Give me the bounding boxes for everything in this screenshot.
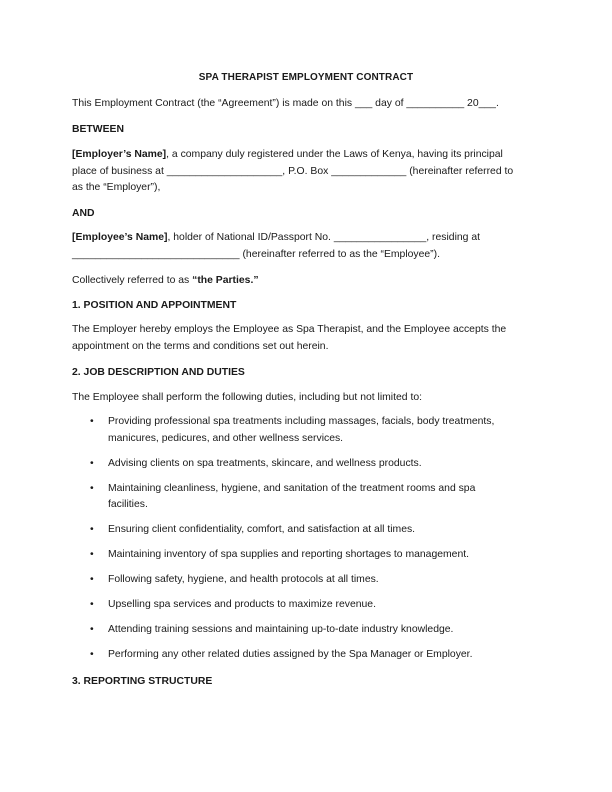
list-item bbox=[72, 647, 542, 664]
list-item-text: Following safety, hygiene, and health protocols at all times. bbox=[108, 574, 379, 586]
employer-line-1: , a company duly registered under the Laws of Kenya, having its principal bbox=[166, 149, 503, 160]
bullet-icon: • bbox=[90, 524, 94, 536]
list-item-text: manicures, pedicures, and other wellness services. bbox=[108, 432, 344, 444]
employer-line-2: place of business at ____________________, P.O. Box _____________ (hereinafter referred to bbox=[72, 165, 514, 177]
list-item-text: Upselling spa services and products to maximize revenue. bbox=[108, 599, 376, 611]
section-3-heading: 3. REPORTING STRUCTURE bbox=[72, 676, 213, 687]
duties-list bbox=[72, 414, 542, 672]
employee-line-2: _____________________________ (hereinafter referred to as the “Employee”). bbox=[72, 248, 440, 260]
list-item bbox=[72, 572, 542, 589]
section-2-heading: 2. JOB DESCRIPTION AND DUTIES bbox=[72, 367, 245, 378]
list-item-text: Maintaining inventory of spa supplies and reporting shortages to management. bbox=[108, 549, 470, 561]
list-item bbox=[72, 481, 542, 514]
section-1-line-1: The Employer hereby employs the Employee as Spa Therapist, and the Employee accepts the bbox=[72, 324, 507, 335]
employer-paragraph bbox=[72, 147, 542, 197]
list-item-text: Advising clients on spa treatments, skincare, and wellness products. bbox=[108, 457, 422, 469]
section-1-line-2: appointment on the terms and conditions set out herein. bbox=[72, 340, 329, 352]
list-item bbox=[72, 456, 542, 473]
bullet-icon: • bbox=[90, 624, 94, 636]
parties-paragraph bbox=[72, 273, 542, 290]
section-2-intro: The Employee shall perform the following duties, including but not limited to: bbox=[72, 392, 423, 403]
list-item-text: Maintaining cleanliness, hygiene, and sanitation of the treatment rooms and spa bbox=[108, 482, 476, 494]
bullet-icon: • bbox=[90, 599, 94, 611]
employee-paragraph bbox=[72, 230, 542, 263]
section-1-paragraph bbox=[72, 322, 542, 355]
parties-bold: “the Parties.” bbox=[192, 275, 259, 286]
bullet-icon: • bbox=[90, 574, 94, 586]
list-item-text: Attending training sessions and maintaining up-to-date industry knowledge. bbox=[108, 624, 454, 636]
list-item-text: facilities. bbox=[108, 499, 148, 511]
employee-line-1: , holder of National ID/Passport No. ________________, residing at bbox=[167, 232, 480, 243]
bullet-icon: • bbox=[90, 649, 94, 661]
section-1-heading: 1. POSITION AND APPOINTMENT bbox=[72, 300, 237, 311]
document-title: SPA THERAPIST EMPLOYMENT CONTRACT bbox=[198, 72, 414, 83]
between-heading: BETWEEN bbox=[72, 124, 124, 135]
list-item-text: Ensuring client confidentiality, comfort, and satisfaction at all times. bbox=[108, 524, 416, 536]
bullet-icon: • bbox=[90, 457, 94, 469]
list-item-text: Performing any other related duties assigned by the Spa Manager or Employer. bbox=[108, 649, 473, 661]
bullet-icon: • bbox=[90, 482, 94, 494]
parties-prefix: Collectively referred to as bbox=[72, 275, 193, 286]
list-item bbox=[72, 547, 542, 564]
employer-line-3: as the “Employer”), bbox=[72, 182, 161, 194]
and-heading: AND bbox=[72, 208, 95, 219]
list-item bbox=[72, 622, 542, 639]
list-item bbox=[72, 597, 542, 614]
intro-paragraph: This Employment Contract (the “Agreement”) is made on this ___ day of __________ 20___. bbox=[72, 98, 499, 109]
employer-name-label: [Employer’s Name] bbox=[72, 149, 167, 160]
bullet-icon: • bbox=[90, 549, 94, 561]
list-item bbox=[72, 414, 542, 447]
employee-name-label: [Employee’s Name] bbox=[72, 232, 168, 243]
bullet-icon: • bbox=[90, 416, 94, 427]
list-item-text: Providing professional spa treatments including massages, facials, body treatments, bbox=[108, 416, 495, 427]
list-item bbox=[72, 522, 542, 539]
